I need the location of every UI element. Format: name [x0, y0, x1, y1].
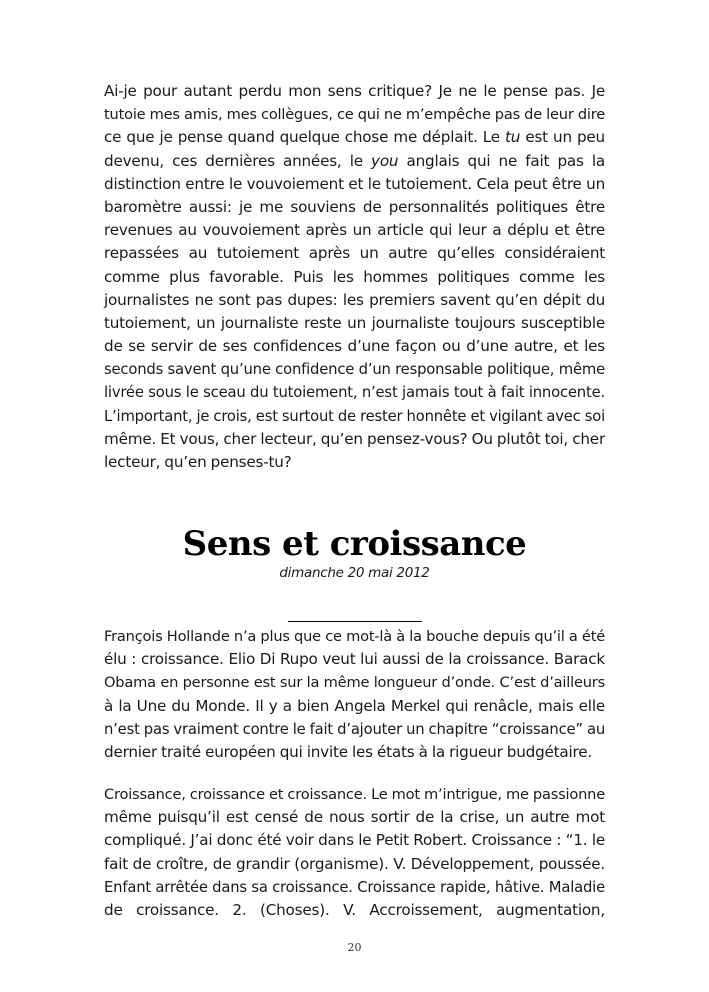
article-date: dimanche 20 mai 2012 [279, 565, 430, 581]
text-line: Obama en personne est sur la même longueur d’onde. C’est d’ailleurs [104, 674, 605, 692]
text-line: lecteur, qu’en penses-tu? [104, 453, 292, 471]
text-line: François Hollande n’a plus que ce mot-là à la bouche depuis qu’il a été [104, 628, 605, 645]
page-number: 20 [347, 941, 362, 954]
text-fragment: ce que je pense quand quelque chose me déplait. Le [104, 128, 500, 147]
text-line: revenues au vouvoiement après un article qui leur a déplu et être [104, 221, 605, 240]
text-line: baromètre aussi: je me souviens de personnalités politiques être [104, 197, 605, 216]
text-line: fait de croître, de grandir (organisme). V. Développement, poussée. [104, 854, 605, 873]
text-line: Croissance, croissance et croissance. Le mot m’intrigue, me passionne [104, 786, 605, 803]
text-line: à la Une du Monde. Il y a bien Angela Merkel qui renâcle, mais elle [104, 696, 605, 715]
text-line: distinction entre le vouvoiement et le tutoiement. Cela peut être un [104, 174, 605, 193]
text-line [104, 150, 605, 173]
text-line: L’important, je crois, est surtout de rester honnête et vigilant avec soi [104, 407, 605, 425]
text-line: de croissance. 2. (Choses). V. Accroissement, augmentation, [104, 900, 605, 919]
text-line: comme plus favorable. Puis les hommes politiques comme les [104, 267, 605, 286]
text-line: Ai-je pour autant perdu mon sens critique? Je ne le pense pas. Je [104, 82, 605, 100]
text-fragment: est un peu [525, 128, 605, 147]
text-line: tutoiement, un journaliste reste un journaliste toujours susceptible [104, 313, 605, 332]
text-line: tutoie mes amis, mes collègues, ce qui ne m’empêche pas de leur dire [104, 106, 605, 124]
text-line: journalistes ne sont pas dupes: les premiers savent qu’en dépit du [104, 290, 605, 309]
text-line: dernier traité européen qui invite les états à la rigueur budgétaire. [104, 742, 593, 761]
text-line: même puisqu’il est censé de nous sortir de la crise, un autre mot [104, 808, 605, 827]
title-divider [288, 621, 422, 622]
text-line: Enfant arrêtée dans sa croissance. Croissance rapide, hâtive. Maladie [104, 878, 605, 896]
paragraph-tutoiement [104, 80, 605, 474]
text-line [104, 126, 605, 149]
text-line: compliqué. J’ai donc été voir dans le Petit Robert. Croissance : “1. le [104, 831, 605, 850]
text-line: de se servir de ses confidences d’une façon ou d’une autre, et les [104, 337, 605, 356]
article-title: Sens et croissance [182, 524, 527, 564]
paragraph-croissance-definition [104, 783, 605, 922]
text-line: même. Et vous, cher lecteur, qu’en pensez-vous? Ou plutôt toi, cher [104, 429, 605, 448]
text-line: livrée sous le sceau du tutoiement, n’est jamais tout à fait innocente. [104, 384, 605, 402]
text-fragment: devenu, ces dernières années, le [104, 151, 363, 170]
text-line: repassées au tutoiement après un autre qu’elles considéraient [104, 244, 605, 263]
emphasis-you: you [371, 151, 399, 170]
text-fragment: anglais qui ne fait pas la [406, 151, 605, 170]
text-line: élu : croissance. Elio Di Rupo veut lui aussi de la croissance. Barack [104, 650, 605, 669]
emphasis-tu: tu [505, 128, 521, 147]
paragraph-croissance-intro [104, 625, 605, 764]
text-line: seconds savent qu’une confidence d’un responsable politique, même [104, 361, 605, 379]
text-line: n’est pas vraiment contre le fait d’ajouter un chapitre “croissance” au [104, 720, 605, 738]
